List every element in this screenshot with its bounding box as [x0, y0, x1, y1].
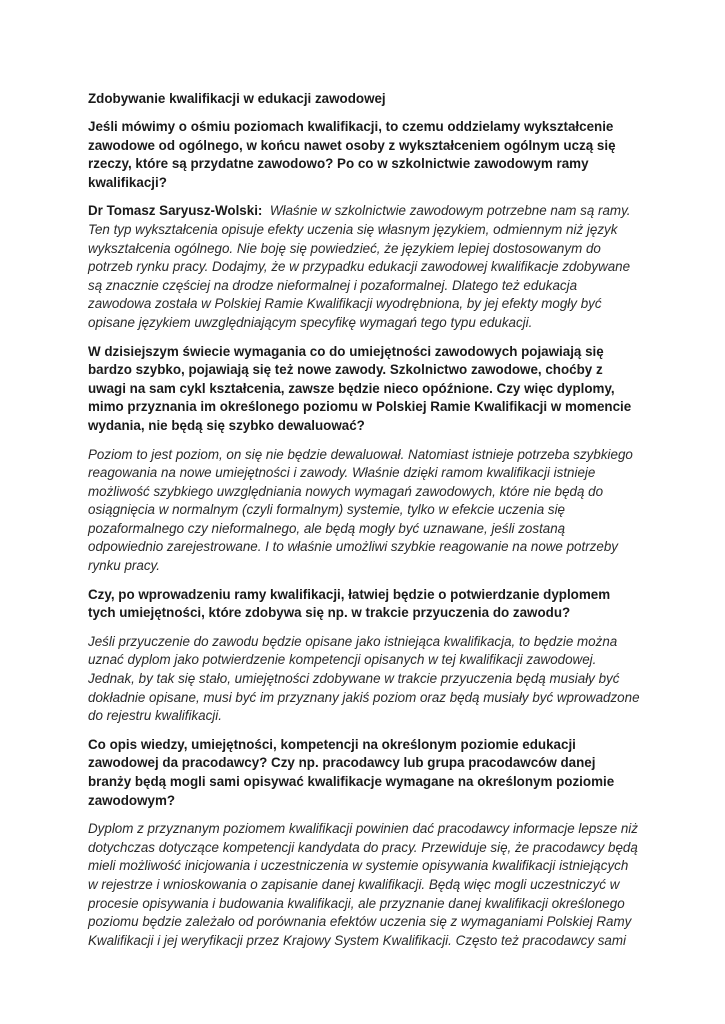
answer-3: Jeśli przyuczenie do zawodu będzie opisane jako istniejąca kwalifikacja, to będzie można uznać dyplom jako potwierdzenie kompetencji opisanych w tej kwalifikacji zawodowej. Jednak, by tak się stało, umiejętności zdobywane w trakcie przyuczenia będą musiały być dokładnie opisane, musi być im przyznany jakiś poziom oraz będą musiały być wprowadzone do rejestru kwalifikacji. [88, 633, 640, 724]
document-title: Zdobywanie kwalifikacji w edukacji zawodowej [88, 91, 386, 106]
answer-2: Poziom to jest poziom, on się nie będzie dewaluował. Natomiast istnieje potrzeba szybkiego reagowania na nowe umiejętności i zawody. Właśnie dzięki ramom kwalifikacji istnieje możliwość szybkiego uwzględniania nowych wymagań zawodowych, które nie będą do osiągnięcia w normalnym (czyli formalnym) systemie, tylko w efekcie uczenia się pozaformalnego czy nieformalnego, ale będą mogły być uznawane, jeśli zostaną odpowiednio zarejestrowane. I to właśnie umożliwi szybkie reagowanie na nowe potrzeby rynku pracy. [88, 446, 633, 574]
answer-4: Dyplom z przyznanym poziomem kwalifikacji powinien dać pracodawcy informacje lepsze niż dotychczas dotyczące kompetencji kandydata do pracy. Przewiduje się, że pracodawcy będą mieli możliwość inicjowania i uczestniczenia w systemie opisywania kwalifikacji istniejących w rejestrze i wnioskowania o zapisanie danej kwalifikacji. Będą więc mogli uczestniczyć w procesie opisywania i budowania kwalifikacji, ale przyznanie danej kwalifikacji określonego poziomu będzie zależało od porównania efektów uczenia się z wymaganiami Polskiej Ramy Kwalifikacji i jej weryfikacji przez Krajowy System Kwalifikacji. Często też pracodawcy sami [88, 821, 638, 948]
question-4: Co opis wiedzy, umiejętności, kompetencji na określonym poziomie edukacji zawodowej da pracodawcy? Czy np. pracodawcy lub grupa pracodawców danej branży będą mogli sami opisywać kwalifikacje wymagane na określonym poziomie zawodowym? [88, 736, 615, 808]
answer-1 [88, 202, 640, 332]
speaker-name: Dr Tomasz Saryusz-Wolski: [88, 203, 263, 219]
question-2: W dzisiejszym świecie wymagania co do umiejętności zawodowych pojawiają się bardzo szybko, pojawiają się też nowe zawody. Szkolnictwo zawodowe, choćby z uwagi na sam cykl kształcenia, zawsze będzie nieco opóźnione. Czy więc dyplomy, mimo przyznania im określonego poziomu w Polskiej Ramie Kwalifikacji w momencie wydania, nie będą się szybko dewaluować? [88, 343, 632, 433]
question-3: Czy, po wprowadzeniu ramy kwalifikacji, łatwiej będzie o potwierdzanie dyplomem tych umiejętności, które zdobywa się np. w trakcie przyuczenia do zawodu? [88, 586, 611, 621]
answer-1-text: Właśnie w szkolnictwie zawodowym potrzebne nam są ramy. Ten typ wykształcenia opisuje efekty uczenia się własnym językiem, odmiennym niż język wykształcenia ogólnego. Nie boję się powiedzieć, że językiem lepiej dostosowanym do potrzeb rynku pracy. Dodajmy, że w przypadku edukacji zawodowej kwalifikacje zdobywane są znacznie częściej na drodze nieformalnej i pozaformalnej. Dlatego też edukacja zawodowa została w Polskiej Ramie Kwalifikacji wyodrębniona, by jej efekty mogły być opisane językiem uwzględniającym specyfikę wymagań tego typu edukacji. [88, 203, 631, 330]
document-page [88, 90, 640, 960]
question-1: Jeśli mówimy o ośmiu poziomach kwalifikacji, to czemu oddzielamy wykształcenie zawodowe od ogólnego, w końcu nawet osoby z wykształceniem ogólnym uczą się rzeczy, które są przydatne zawodowo? Po co w szkolnictwie zawodowym ramy kwalifikacji? [88, 119, 616, 190]
